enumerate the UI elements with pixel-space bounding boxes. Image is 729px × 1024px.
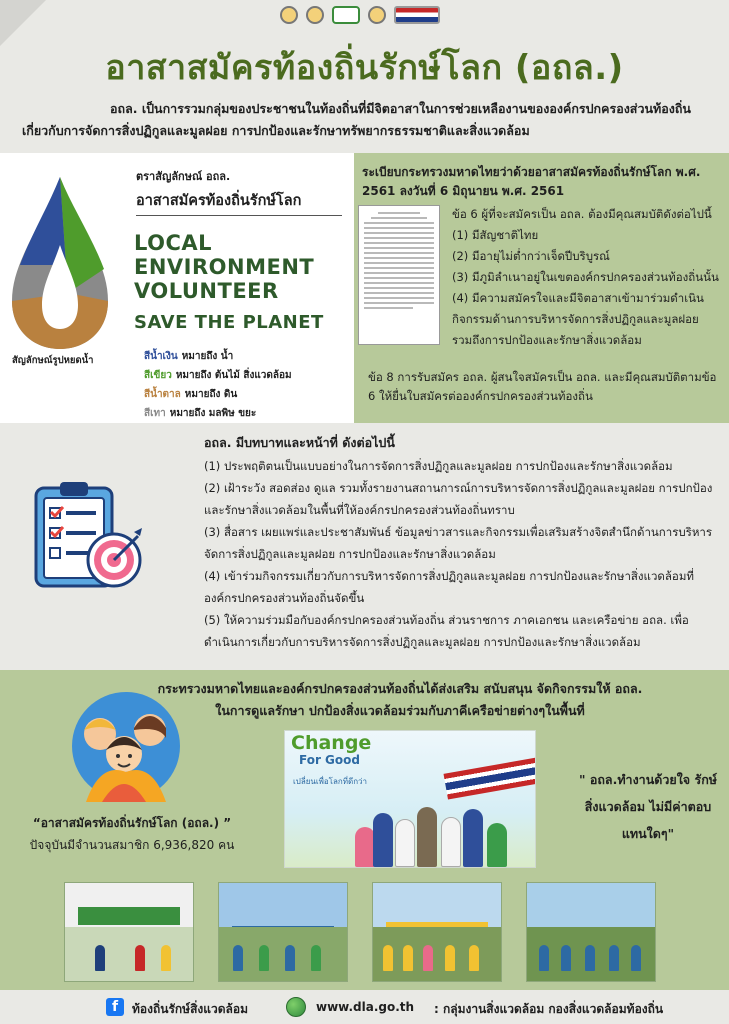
article-6-item: (3) มีภูมิลำเนาอยู่ในเขตองค์กรปกครองส่วนท้องถิ่นนั้น	[452, 270, 719, 284]
volunteer-caption	[12, 812, 252, 856]
color-legend	[144, 347, 292, 423]
logo-en-line: LOCAL	[134, 231, 213, 255]
role-item: (2) เฝ้าระวัง สอดส่อง ดูแล รวมทั้งรายงานสถานการณ์การบริหารจัดการสิ่งปฏิกูลและมูลฝอย การปกป้องและรักษาสิ่งแวดล้อมในพื้นที่ให้องค์กรปกครองส่วนท้องถิ่นทราบ	[204, 481, 713, 517]
article-8: ข้อ 8 การรับสมัคร อถล. ผู้สนใจสมัครเป็น อถล. และมีคุณสมบัติตามข้อ 6 ให้ยื่นใบสมัครต่อองค์กรปกครองส่วนท้องถิ่น	[368, 370, 717, 403]
regulation-title: ระเบียบกระทรวงมหาดไทยว่าด้วยอาสาสมัครท้องถิ่นรักษ์โลก พ.ศ. 2561 ลงวันที่ 6 มิถุนายน พ.ศ. 2561	[362, 165, 701, 198]
facebook-page-link[interactable]: ท้องถิ่นรักษ์สิ่งแวดล้อม	[132, 1002, 248, 1016]
promo-brand-sub: For Good	[299, 753, 360, 767]
role-item: (5) ให้ความร่วมมือกับองค์กรปกครองส่วนท้องถิ่น ส่วนราชการ ภาคเอกชน และเครือข่าย อถล. เพื่อดำเนินการเกี่ยวกับการบริหารจัดการสิ่งปฏิกูลและมูลฝอย การปกป้องและรักษาสิ่งแวดล้อม	[204, 613, 689, 649]
role-item: (3) สื่อสาร เผยแพร่และประชาสัมพันธ์ ข้อมูลข่าวสารและกิจกรรมเพื่อเสริมสร้างจิตสำนึกด้านการบริหารจัดการสิ่งปฏิกูลและมูลฝอย การปกป้องและรักษาสิ่งแวดล้อม	[204, 525, 713, 561]
promo-brand	[291, 732, 372, 769]
article-6-heading: ข้อ 6 ผู้ที่จะสมัครเป็น อถล. ต้องมีคุณสมบัติดังต่อไปนี้	[452, 207, 712, 221]
article-6-item: (4) มีความสมัครใจและมีจิตอาสาเข้ามาร่วมดำเนินกิจกรรมด้านการบริหารจัดการสิ่งปฏิกูลและมูลฝอย รวมถึงการปกป้องและรักษาสิ่งแวดล้อม	[452, 291, 704, 347]
drop-caption: สัญลักษณ์รูปหยดน้ำ	[12, 355, 94, 366]
color-legend-item	[144, 404, 292, 423]
role-item: (4) เข้าร่วมกิจกรรมเกี่ยวกับการบริหารจัดการสิ่งปฏิกูลและมูลฝอย การปกป้องและรักษาสิ่งแวดล้อมที่องค์กรปกครองส่วนท้องถิ่นจัดขึ้น	[204, 569, 695, 605]
color-meaning: หมายถึง มลพิษ ขยะ	[169, 408, 257, 419]
motto-quote: " อถล.ทำงานด้วยใจ รักษ์สิ่งแวดล้อม ไม่มีค่าตอบแทนใดๆ"	[578, 772, 718, 841]
water-drop-logo	[8, 173, 112, 353]
department-credit: : กลุ่มงานสิ่งแวดล้อม กองสิ่งแวดล้อมท้องถิ่น	[434, 1002, 664, 1016]
logo-symbol-title: ตราสัญลักษณ์ อถล.	[136, 170, 231, 183]
article-6-item: (1) มีสัญชาติไทย	[452, 228, 539, 242]
logo-en-line: VOLUNTEER	[134, 279, 279, 303]
promo-brand-text: Change	[291, 732, 372, 754]
header-logos	[280, 6, 440, 24]
color-legend-item	[144, 366, 292, 385]
volunteer-name: “อาสาสมัครท้องถิ่นรักษ์โลก (อถล.) ”	[32, 816, 232, 830]
regulation-document-image	[358, 205, 440, 345]
flag-logo	[394, 6, 440, 24]
promo-crowd	[355, 797, 525, 867]
change-for-good-logo	[332, 6, 360, 24]
color-name: สีเขียว	[144, 370, 172, 381]
seal-icon	[368, 6, 386, 24]
color-name: สีน้ำเงิน	[144, 351, 178, 362]
color-name: สีเทา	[144, 408, 166, 419]
color-meaning: หมายถึง ดิน	[184, 389, 238, 400]
color-meaning: หมายถึง ต้นไม้ สิ่งแวดล้อม	[175, 370, 292, 381]
change-for-good-poster	[284, 730, 536, 868]
intro-paragraph: อถล. เป็นการรวมกลุ่มของประชาชนในท้องถิ่นที่มีจิตอาสาในการช่วยเหลืองานขององค์กรปกครองส่วนท้องถิ่น เกี่ยวกับการจัดการสิ่งปฏิกูลและมูลฝอย การปกป้องและรักษาทรัพยากรธรรมชาติและสิ่งแวดล้อม	[22, 101, 691, 138]
color-meaning: หมายถึง น้ำ	[181, 351, 234, 362]
activity-photo	[218, 882, 348, 982]
website-link[interactable]: www.dla.go.th	[316, 1000, 415, 1014]
checklist-target-icon	[30, 480, 146, 592]
facebook-icon[interactable]: f	[106, 998, 124, 1016]
logo-en-line: SAVE THE PLANET	[134, 312, 324, 333]
activity-photos	[64, 882, 664, 982]
ministry-emblem-icon	[280, 6, 298, 24]
article-6	[452, 204, 722, 351]
support-title: กระทรวงมหาดไทยและองค์กรปกครองส่วนท้องถิ่นได้ส่งเสริม สนับสนุน จัดกิจกรรมให้ อถล. ในการดูแลรักษา ปกป้องสิ่งแวดล้อมร่วมกับภาคีเครือข่ายต่างๆในพื้นที่	[157, 681, 643, 718]
role-item: (1) ประพฤติตนเป็นแบบอย่างในการจัดการสิ่งปฏิกูลและมูลฝอย การปกป้องและรักษาสิ่งแวดล้อม	[204, 459, 673, 473]
activity-photo	[64, 882, 194, 982]
logo-card	[0, 153, 354, 423]
activity-photo	[372, 882, 502, 982]
logo-en-line: ENVIRONMENT	[134, 255, 315, 279]
color-legend-item	[144, 385, 292, 404]
member-count: ปัจจุบันมีจำนวนสมาชิก 6,936,820 คน	[29, 838, 235, 852]
divider	[136, 215, 342, 216]
color-name: สีน้ำตาล	[144, 389, 181, 400]
page-title: อาสาสมัครท้องถิ่นรักษ์โลก (อถล.)	[105, 48, 624, 88]
globe-icon[interactable]	[286, 997, 306, 1017]
article-6-item: (2) มีอายุไม่ต่ำกว่าเจ็ดปีบริบูรณ์	[452, 249, 610, 263]
color-legend-item	[144, 347, 292, 366]
roles-list	[204, 455, 718, 653]
activity-photo	[526, 882, 656, 982]
dla-emblem-icon	[306, 6, 324, 24]
thai-flag-icon	[444, 757, 536, 800]
logo-thai-name: อาสาสมัครท้องถิ่นรักษ์โลก	[136, 193, 302, 209]
roles-title: อถล. มีบทบาทและหน้าที่ ดังต่อไปนี้	[204, 435, 395, 450]
volunteers-illustration	[66, 690, 184, 802]
promo-slogan: เปลี่ยนเพื่อโลกที่ดีกว่า	[293, 777, 368, 786]
